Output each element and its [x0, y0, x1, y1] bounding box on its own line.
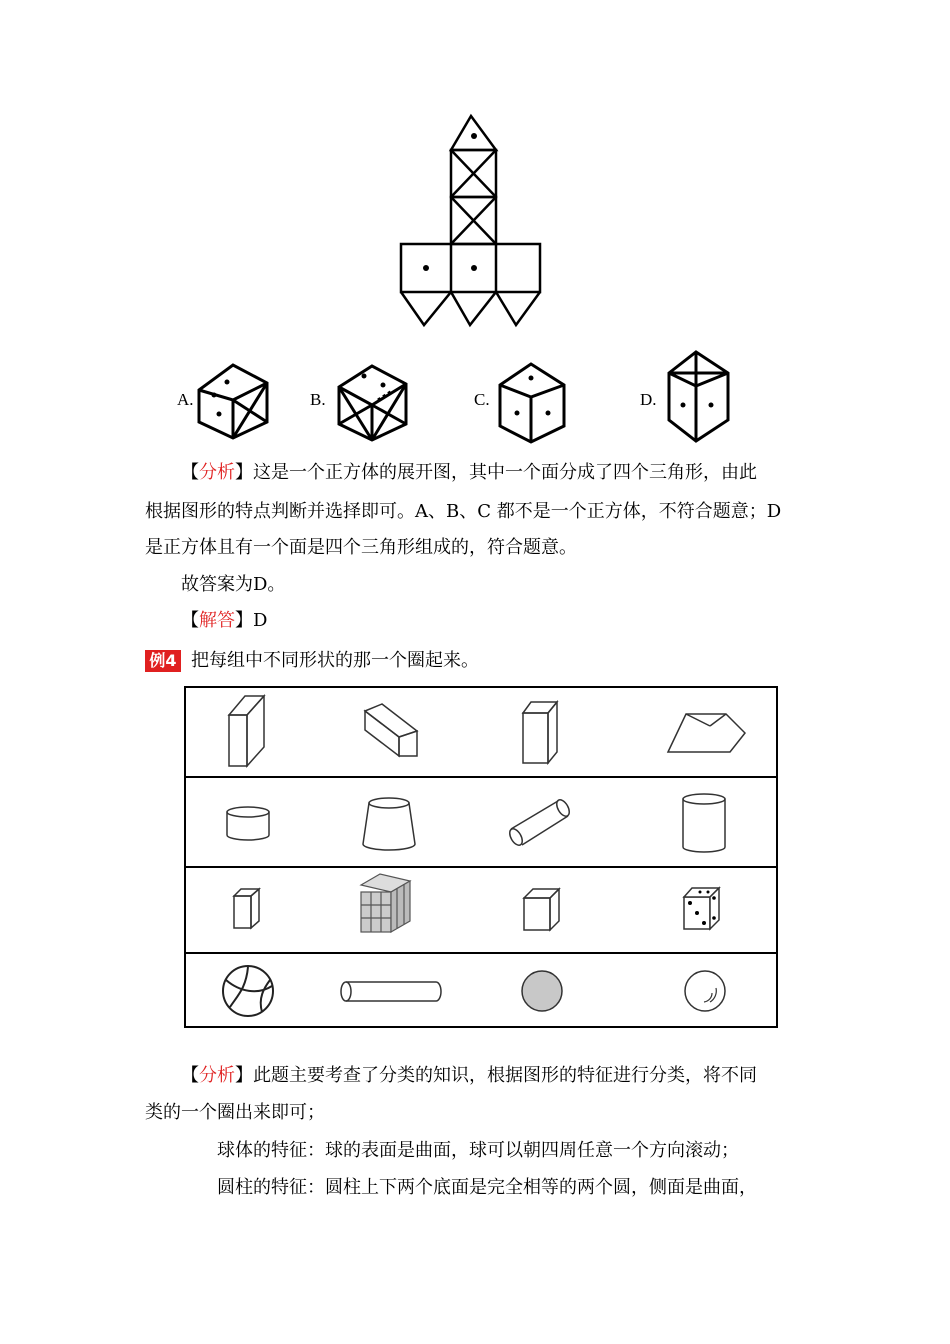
row1-tall-slab [229, 696, 264, 766]
analysis-1-line-1: 【分析】这是一个正方体的展开图，其中一个面分成了四个三角形，由此 [181, 462, 757, 483]
option-c-label: C. [474, 390, 490, 409]
row1-lying-prism [365, 704, 417, 756]
row1-upright-prism [523, 702, 557, 763]
row2-tilted-cylinder [507, 798, 572, 848]
row2-tall-cylinder [683, 794, 725, 852]
analysis-2-line-3: 球体的特征：球的表面是曲面，球可以朝四周任意一个方向滚动； [217, 1140, 739, 1161]
answer-label: 解答 [199, 610, 235, 631]
row2-frustum-cone [363, 798, 415, 850]
analysis-1-line-4: 故答案为D。 [181, 574, 286, 595]
analysis-1-line-2: 根据图形的特点判断并选择即可。A、B、C 都不是一个正方体，不符合题意；D [145, 501, 782, 522]
option-a-label: A. [177, 390, 194, 409]
row3-dice [684, 888, 719, 929]
analysis-2-line-2: 类的一个圈出来即可； [145, 1102, 325, 1123]
row4-grey-ball [522, 971, 562, 1011]
row1-frustum [668, 714, 745, 752]
row2-short-cylinder [227, 807, 269, 840]
row3-book [234, 889, 259, 928]
analysis-1-line-3: 是正方体且有一个面是四个三角形组成的，符合题意。 [145, 537, 577, 558]
analysis-2-line-4: 圆柱的特征：圆柱上下两个底面是完全相等的两个圆，侧面是曲面， [217, 1177, 757, 1198]
answer-1: 【解答】D [181, 610, 268, 631]
example-4-prompt: 把每组中不同形状的那一个圈起来。 [191, 650, 479, 671]
example-4-badge: 例4 [145, 650, 181, 672]
option-d-label: D. [640, 390, 657, 409]
analysis-label: 分析 [199, 462, 235, 483]
row4-long-cylinder [341, 982, 441, 1001]
row3-cube [524, 889, 559, 930]
row4-volleyball [223, 966, 273, 1016]
analysis-2-line-1: 【分析】此题主要考查了分类的知识，根据图形的特征进行分类，将不同 [181, 1065, 757, 1086]
analysis-label-2: 分析 [199, 1065, 235, 1086]
row3-rubiks-cube [361, 874, 410, 932]
row4-glass-ball [685, 971, 725, 1011]
option-b-label: B. [310, 390, 326, 409]
